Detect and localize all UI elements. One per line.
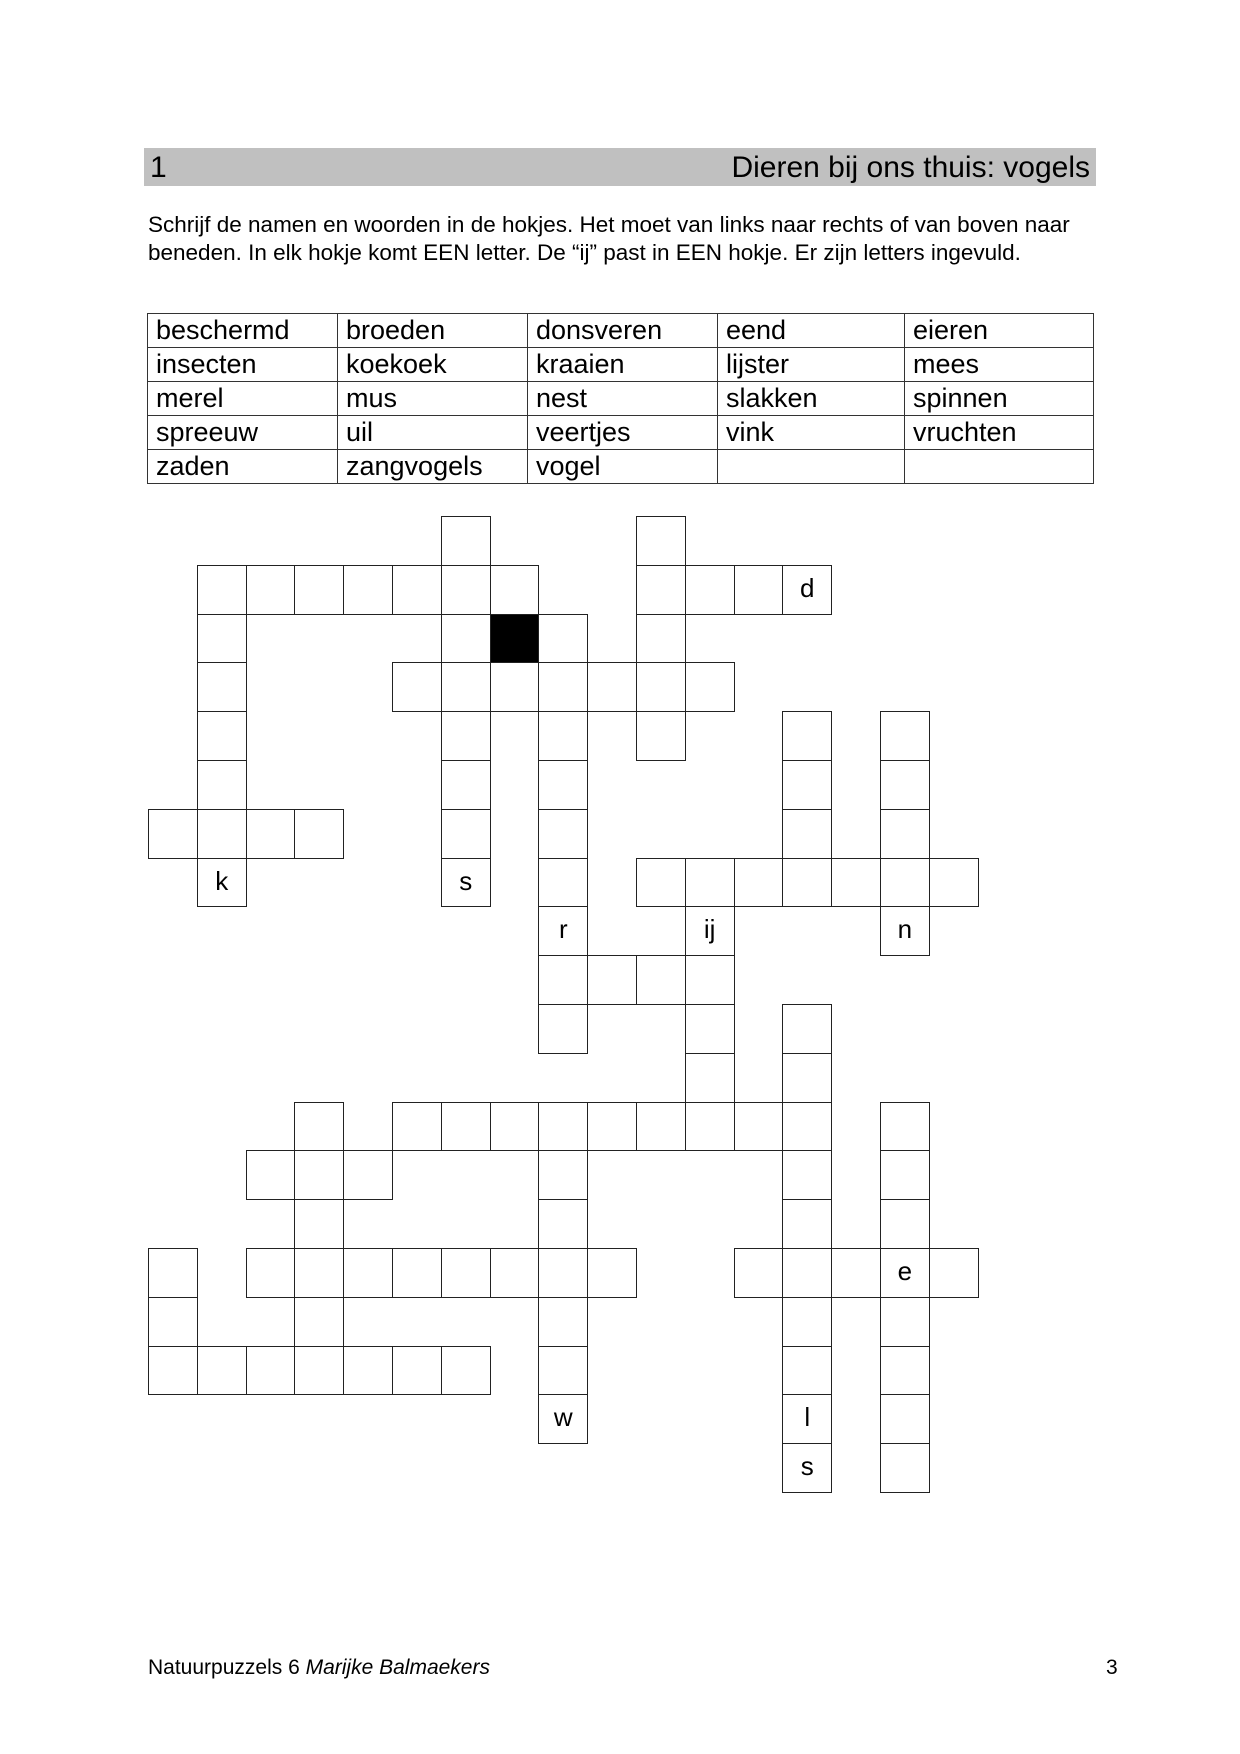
crossword-cell[interactable] xyxy=(294,1102,344,1152)
crossword-cell[interactable] xyxy=(782,1346,832,1396)
crossword-cell[interactable] xyxy=(782,1102,832,1152)
crossword-cell[interactable] xyxy=(880,1394,930,1444)
crossword-cell[interactable] xyxy=(782,1199,832,1249)
instructions: Schrijf de namen en woorden in de hokjes. Het moet van links naar rechts of van boven naar beneden. In elk hokje komt EEN letter. De “ij” past in EEN hokje. Er zijn letters ingevuld. xyxy=(148,212,1070,265)
word-cell: nest xyxy=(528,382,718,416)
footer-credit xyxy=(148,1656,490,1680)
crossword-cell[interactable] xyxy=(636,711,686,761)
crossword-cell[interactable] xyxy=(538,1150,588,1200)
crossword-cell[interactable] xyxy=(246,1248,296,1298)
crossword-cell[interactable] xyxy=(538,1248,588,1298)
word-cell: spinnen xyxy=(905,382,1094,416)
author-name: Marijke Balmaekers xyxy=(305,1656,490,1679)
crossword-cell[interactable] xyxy=(685,955,735,1005)
crossword-cell[interactable] xyxy=(538,1102,588,1152)
crossword-cell[interactable] xyxy=(880,1150,930,1200)
crossword-cell[interactable] xyxy=(685,565,735,615)
crossword-cell[interactable] xyxy=(538,1004,588,1054)
crossword-cell[interactable] xyxy=(197,565,247,615)
crossword-cell[interactable] xyxy=(441,1248,491,1298)
crossword-cell[interactable] xyxy=(685,1053,735,1103)
crossword-given-letter-cell[interactable]: l xyxy=(782,1394,832,1444)
crossword-cell[interactable] xyxy=(294,1199,344,1249)
crossword-cell[interactable] xyxy=(734,858,784,908)
book-title: Natuurpuzzels 6 xyxy=(148,1656,300,1679)
crossword-cell[interactable] xyxy=(343,1150,393,1200)
crossword-cell[interactable] xyxy=(782,1053,832,1103)
crossword-cell[interactable] xyxy=(294,1297,344,1347)
crossword-given-letter-cell[interactable]: n xyxy=(880,906,930,956)
crossword-cell[interactable] xyxy=(148,809,198,859)
crossword-cell[interactable] xyxy=(685,662,735,712)
crossword-cell[interactable] xyxy=(343,1346,393,1396)
crossword-cell[interactable] xyxy=(197,1346,247,1396)
crossword-cell[interactable] xyxy=(490,1248,540,1298)
crossword-cell[interactable] xyxy=(587,1102,637,1152)
word-cell: eend xyxy=(718,314,905,348)
word-cell: vogel xyxy=(528,450,718,484)
crossword-given-letter-cell[interactable]: ij xyxy=(685,906,735,956)
crossword-cell[interactable] xyxy=(831,1248,881,1298)
crossword-cell[interactable] xyxy=(587,1248,637,1298)
crossword-cell[interactable] xyxy=(197,662,247,712)
crossword-cell[interactable] xyxy=(782,1248,832,1298)
crossword-cell[interactable] xyxy=(392,662,442,712)
crossword-cell[interactable] xyxy=(636,662,686,712)
crossword-cell[interactable] xyxy=(538,1297,588,1347)
crossword-cell[interactable] xyxy=(148,1346,198,1396)
word-cell: insecten xyxy=(148,348,338,382)
crossword-cell[interactable] xyxy=(294,1150,344,1200)
word-cell: beschermd xyxy=(148,314,338,348)
word-cell: zangvogels xyxy=(338,450,528,484)
crossword-cell[interactable] xyxy=(343,565,393,615)
crossword-black-cell xyxy=(490,614,540,664)
crossword-cell[interactable] xyxy=(441,711,491,761)
crossword-cell[interactable] xyxy=(782,1004,832,1054)
crossword-cell[interactable] xyxy=(246,809,296,859)
crossword-cell[interactable] xyxy=(782,760,832,810)
crossword-cell[interactable] xyxy=(538,1199,588,1249)
crossword-cell[interactable] xyxy=(197,711,247,761)
crossword-cell[interactable] xyxy=(636,858,686,908)
crossword-cell[interactable] xyxy=(587,955,637,1005)
crossword-cell[interactable] xyxy=(685,1004,735,1054)
word-cell: kraaien xyxy=(528,348,718,382)
word-cell: zaden xyxy=(148,450,338,484)
crossword-cell[interactable] xyxy=(441,760,491,810)
crossword-given-letter-cell[interactable]: s xyxy=(782,1443,832,1493)
word-cell: broeden xyxy=(338,314,528,348)
crossword-cell[interactable] xyxy=(538,662,588,712)
crossword-cell[interactable] xyxy=(538,809,588,859)
word-cell: vink xyxy=(718,416,905,450)
crossword-cell[interactable] xyxy=(148,1248,198,1298)
crossword-cell[interactable] xyxy=(392,1102,442,1152)
word-cell: eieren xyxy=(905,314,1094,348)
crossword-cell[interactable] xyxy=(246,1150,296,1200)
word-cell: donsveren xyxy=(528,314,718,348)
crossword-cell[interactable] xyxy=(294,565,344,615)
crossword-cell[interactable] xyxy=(587,662,637,712)
crossword-cell[interactable] xyxy=(880,1346,930,1396)
crossword-cell[interactable] xyxy=(343,1248,393,1298)
crossword-cell[interactable] xyxy=(734,1102,784,1152)
crossword-cell[interactable] xyxy=(782,1297,832,1347)
word-cell: merel xyxy=(148,382,338,416)
crossword-cell[interactable] xyxy=(441,1102,491,1152)
crossword-cell[interactable] xyxy=(538,858,588,908)
crossword-cell[interactable] xyxy=(538,760,588,810)
crossword-cell[interactable] xyxy=(197,809,247,859)
crossword-cell[interactable] xyxy=(880,1443,930,1493)
crossword-cell[interactable] xyxy=(538,711,588,761)
crossword-cell[interactable] xyxy=(392,565,442,615)
crossword-cell[interactable] xyxy=(441,614,491,664)
crossword-cell[interactable] xyxy=(441,809,491,859)
crossword-cell[interactable] xyxy=(636,955,686,1005)
crossword-cell[interactable] xyxy=(734,1248,784,1298)
page-number: 3 xyxy=(1106,1656,1118,1679)
word-cell: slakken xyxy=(718,382,905,416)
crossword-cell[interactable] xyxy=(197,760,247,810)
crossword-cell[interactable] xyxy=(636,614,686,664)
crossword-cell[interactable] xyxy=(538,955,588,1005)
crossword-cell[interactable] xyxy=(782,711,832,761)
crossword-cell[interactable] xyxy=(538,614,588,664)
crossword-cell[interactable] xyxy=(782,1150,832,1200)
crossword-cell[interactable] xyxy=(246,565,296,615)
crossword-cell[interactable] xyxy=(392,1248,442,1298)
word-cell: spreeuw xyxy=(148,416,338,450)
word-cell: vruchten xyxy=(905,416,1094,450)
crossword-cell[interactable] xyxy=(782,809,832,859)
crossword-cell[interactable] xyxy=(441,565,491,615)
crossword-cell[interactable] xyxy=(294,1248,344,1298)
crossword-cell[interactable] xyxy=(929,1248,979,1298)
word-cell: mus xyxy=(338,382,528,416)
word-cell: lijster xyxy=(718,348,905,382)
crossword-cell[interactable] xyxy=(441,516,491,566)
word-cell: koekoek xyxy=(338,348,528,382)
word-cell: veertjes xyxy=(528,416,718,450)
crossword-cell[interactable] xyxy=(490,1102,540,1152)
crossword-cell[interactable] xyxy=(197,614,247,664)
crossword-cell[interactable] xyxy=(734,565,784,615)
crossword-cell[interactable] xyxy=(148,1297,198,1347)
word-cell: mees xyxy=(905,348,1094,382)
crossword-cell[interactable] xyxy=(880,858,930,908)
crossword-cell[interactable] xyxy=(880,809,930,859)
crossword-cell[interactable] xyxy=(246,1346,296,1396)
crossword-cell[interactable] xyxy=(880,760,930,810)
word-cell: uil xyxy=(338,416,528,450)
crossword-given-letter-cell[interactable]: s xyxy=(441,858,491,908)
crossword-cell[interactable] xyxy=(490,565,540,615)
crossword-cell[interactable] xyxy=(392,1346,442,1396)
crossword-cell[interactable] xyxy=(636,1102,686,1152)
crossword-cell[interactable] xyxy=(880,1102,930,1152)
page-title: Dieren bij ons thuis: vogels xyxy=(731,151,1090,184)
crossword-cell[interactable] xyxy=(490,662,540,712)
crossword-cell[interactable] xyxy=(685,858,735,908)
crossword-cell[interactable] xyxy=(441,662,491,712)
crossword-given-letter-cell[interactable]: k xyxy=(197,858,247,908)
crossword-cell[interactable] xyxy=(831,858,881,908)
crossword-cell[interactable] xyxy=(636,565,686,615)
crossword-cell[interactable] xyxy=(538,1346,588,1396)
exercise-number: 1 xyxy=(150,151,167,184)
crossword-cell[interactable] xyxy=(636,516,686,566)
crossword-cell[interactable] xyxy=(880,1297,930,1347)
crossword-given-letter-cell[interactable]: e xyxy=(880,1248,930,1298)
crossword-cell[interactable] xyxy=(294,809,344,859)
crossword-given-letter-cell[interactable]: w xyxy=(538,1394,588,1444)
crossword-cell[interactable] xyxy=(685,1102,735,1152)
crossword-cell[interactable] xyxy=(880,1199,930,1249)
crossword-cell[interactable] xyxy=(441,1346,491,1396)
crossword-cell[interactable] xyxy=(929,858,979,908)
crossword-given-letter-cell[interactable]: d xyxy=(782,565,832,615)
crossword-cell[interactable] xyxy=(880,711,930,761)
crossword-cell[interactable] xyxy=(782,858,832,908)
crossword-cell[interactable] xyxy=(294,1346,344,1396)
crossword-given-letter-cell[interactable]: r xyxy=(538,906,588,956)
